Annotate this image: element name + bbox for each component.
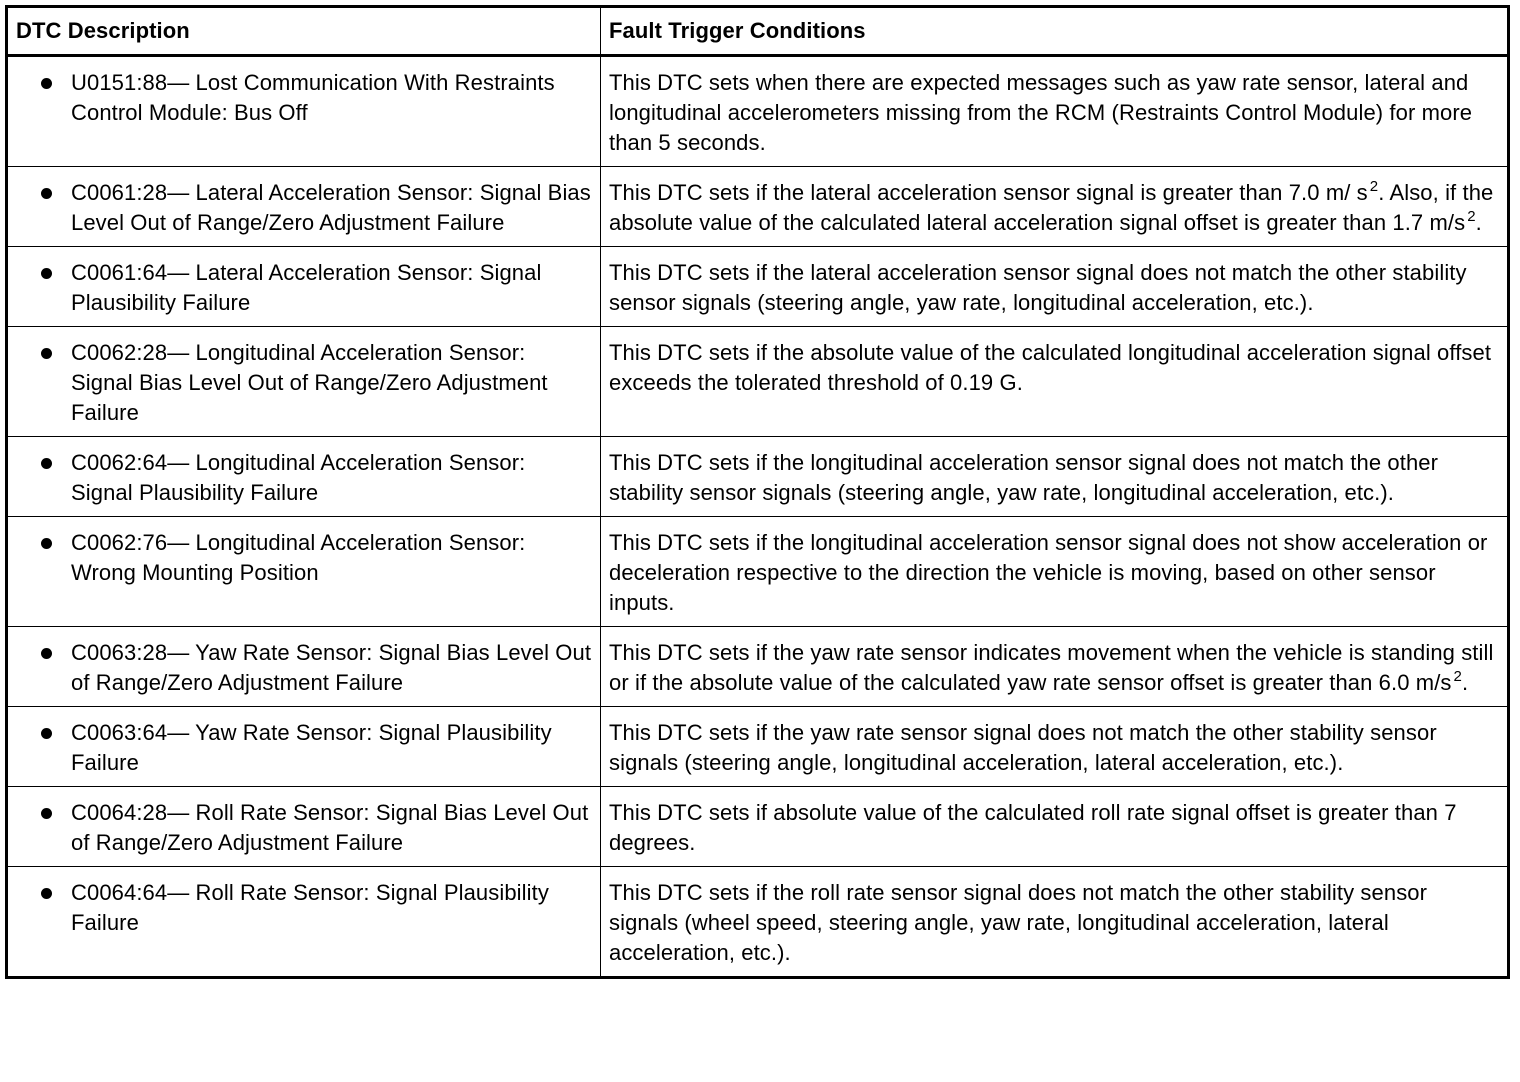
dtc-description-cell <box>7 787 601 867</box>
table-row <box>7 327 1509 437</box>
dtc-description-text: C0062:28— Longitudinal Acceleration Sensor: Signal Bias Level Out of Range/Zero Adjustment Failure <box>71 340 548 425</box>
dtc-description-item <box>16 178 592 238</box>
bullet-icon <box>41 888 52 899</box>
dtc-description-cell <box>7 327 601 437</box>
table-body <box>7 56 1509 978</box>
dtc-description-cell <box>7 56 601 167</box>
dtc-description-text: U0151:88— Lost Communication With Restraints Control Module: Bus Off <box>71 70 555 125</box>
bullet-icon <box>41 458 52 469</box>
bullet-icon <box>41 538 52 549</box>
dtc-description-cell <box>7 167 601 247</box>
table-row <box>7 787 1509 867</box>
dtc-description-item <box>16 448 592 508</box>
dtc-description-item <box>16 68 592 128</box>
bullet-icon <box>41 728 52 739</box>
header-fault-trigger-conditions: Fault Trigger Conditions <box>601 7 1509 56</box>
dtc-description-cell <box>7 627 601 707</box>
table-row <box>7 867 1509 978</box>
dtc-description-item <box>16 338 592 428</box>
dtc-description-cell <box>7 867 601 978</box>
fault-trigger-conditions-cell: This DTC sets when there are expected messages such as yaw rate sensor, lateral and longitudinal accelerometers missing from the RCM (Restraints Control Module) for more than 5 seconds. <box>601 56 1509 167</box>
dtc-description-item <box>16 638 592 698</box>
dtc-description-text: C0063:64— Yaw Rate Sensor: Signal Plausibility Failure <box>71 720 552 775</box>
dtc-description-cell <box>7 707 601 787</box>
dtc-description-cell <box>7 437 601 517</box>
dtc-description-text: C0062:64— Longitudinal Acceleration Sensor: Signal Plausibility Failure <box>71 450 526 505</box>
dtc-description-text: C0063:28— Yaw Rate Sensor: Signal Bias Level Out of Range/Zero Adjustment Failure <box>71 640 592 695</box>
fault-trigger-conditions-cell: This DTC sets if the lateral acceleration sensor signal does not match the other stability sensor signals (steering angle, yaw rate, longitudinal acceleration, etc.). <box>601 247 1509 327</box>
fault-trigger-conditions-cell: This DTC sets if the roll rate sensor signal does not match the other stability sensor signals (wheel speed, steering angle, yaw rate, longitudinal acceleration, lateral acceleration, etc.). <box>601 867 1509 978</box>
dtc-description-item <box>16 718 592 778</box>
bullet-icon <box>41 808 52 819</box>
dtc-description-text: C0061:64— Lateral Acceleration Sensor: Signal Plausibility Failure <box>71 260 542 315</box>
bullet-icon <box>41 188 52 199</box>
header-dtc-description: DTC Description <box>7 7 601 56</box>
bullet-icon <box>41 268 52 279</box>
fault-trigger-conditions-cell: This DTC sets if the absolute value of the calculated longitudinal acceleration signal offset exceeds the tolerated threshold of 0.19 G. <box>601 327 1509 437</box>
fault-trigger-conditions-cell: This DTC sets if the yaw rate sensor signal does not match the other stability sensor signals (steering angle, longitudinal acceleration, lateral acceleration, etc.). <box>601 707 1509 787</box>
fault-trigger-conditions-cell: This DTC sets if the lateral acceleration sensor signal is greater than 7.0 m/ s $^2$. Also, if the absolute value of the calculated lateral acceleration signal offset is greater than 1.7 m/s $^2$. <box>601 167 1509 247</box>
fault-trigger-conditions-cell: This DTC sets if absolute value of the calculated roll rate signal offset is greater than 7 degrees. <box>601 787 1509 867</box>
table-row <box>7 167 1509 247</box>
fault-trigger-conditions-cell: This DTC sets if the yaw rate sensor indicates movement when the vehicle is standing still or if the absolute value of the calculated yaw rate sensor offset is greater than 6.0 m/s $^2$. <box>601 627 1509 707</box>
table-row <box>7 517 1509 627</box>
bullet-icon <box>41 648 52 659</box>
fault-trigger-conditions-cell: This DTC sets if the longitudinal acceleration sensor signal does not match the other stability sensor signals (steering angle, yaw rate, longitudinal acceleration, etc.). <box>601 437 1509 517</box>
table-row <box>7 707 1509 787</box>
table-row <box>7 56 1509 167</box>
table-header-row <box>7 7 1509 56</box>
dtc-description-text: C0064:64— Roll Rate Sensor: Signal Plausibility Failure <box>71 880 549 935</box>
dtc-description-cell <box>7 517 601 627</box>
dtc-description-item <box>16 878 592 938</box>
dtc-description-text: C0061:28— Lateral Acceleration Sensor: Signal Bias Level Out of Range/Zero Adjustment Failure <box>71 180 591 235</box>
bullet-icon <box>41 78 52 89</box>
dtc-description-item <box>16 528 592 588</box>
bullet-icon <box>41 348 52 359</box>
dtc-description-text: C0062:76— Longitudinal Acceleration Sensor: Wrong Mounting Position <box>71 530 526 585</box>
table-row <box>7 627 1509 707</box>
dtc-description-item <box>16 798 592 858</box>
dtc-description-item <box>16 258 592 318</box>
dtc-description-cell <box>7 247 601 327</box>
dtc-description-text: C0064:28— Roll Rate Sensor: Signal Bias Level Out of Range/Zero Adjustment Failure <box>71 800 589 855</box>
dtc-table <box>5 5 1510 979</box>
fault-trigger-conditions-cell: This DTC sets if the longitudinal acceleration sensor signal does not show acceleration or deceleration respective to the direction the vehicle is moving, based on other sensor inputs. <box>601 517 1509 627</box>
table-row <box>7 247 1509 327</box>
table-row <box>7 437 1509 517</box>
